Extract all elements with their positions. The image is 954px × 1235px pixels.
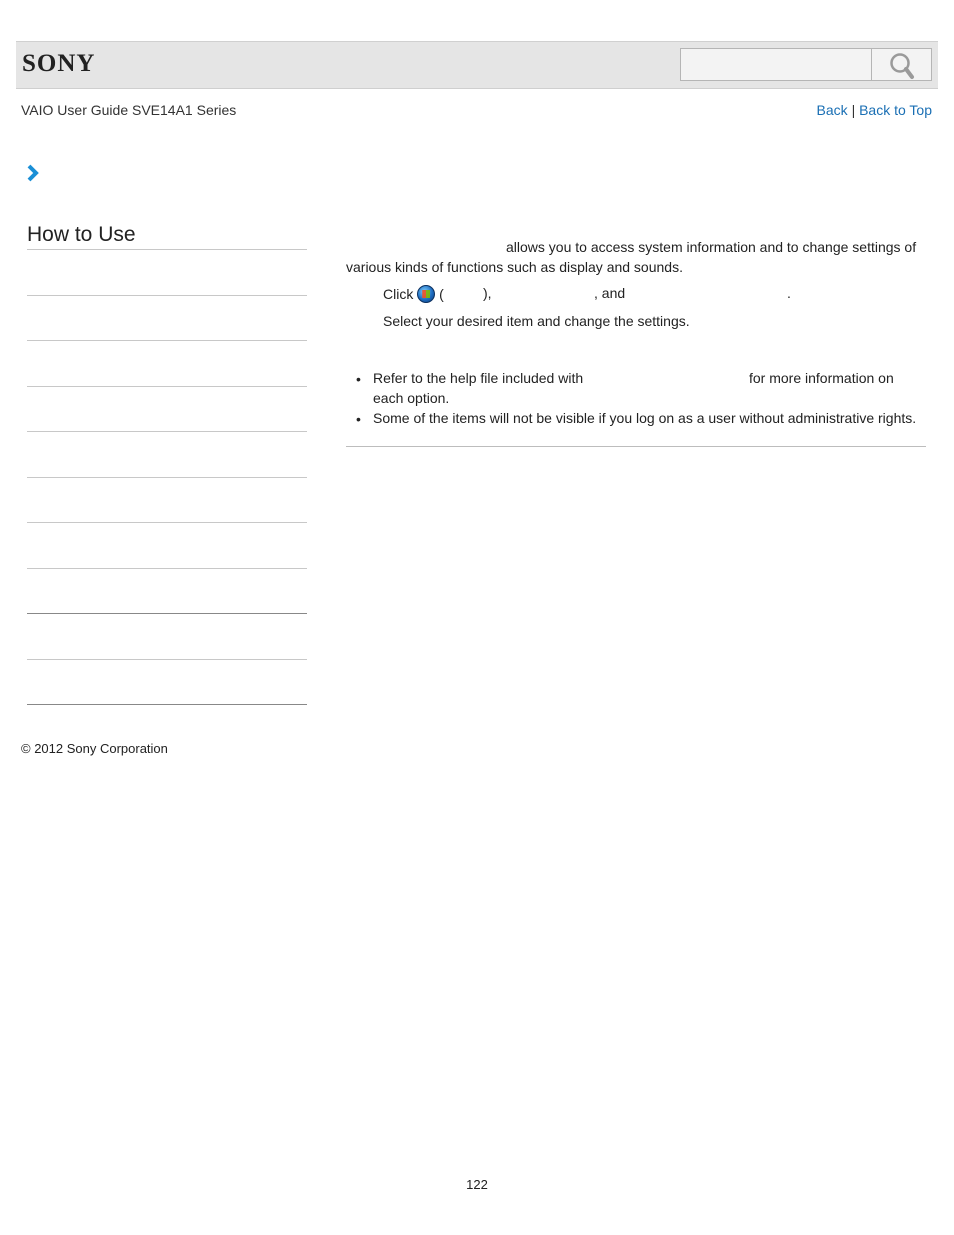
link-separator: | — [851, 102, 856, 118]
sidebar-divider — [27, 613, 307, 614]
search-icon — [889, 52, 915, 80]
sony-logo: SONY — [22, 50, 96, 77]
note-2-text: Some of the items will not be visible if you log on as a user without administrative rights. — [373, 410, 917, 426]
back-link[interactable]: Back — [816, 102, 848, 118]
page-number: 122 — [466, 1177, 488, 1192]
step-1 — [383, 285, 444, 303]
note-1-text-continued: for more information on — [749, 370, 894, 386]
step-1-period: . — [787, 285, 791, 301]
sidebar-divider — [27, 386, 307, 387]
guide-title: VAIO User Guide SVE14A1 Series — [21, 102, 237, 118]
search-button[interactable] — [871, 48, 932, 81]
intro-text: allows you to access system information and to change settings of — [506, 239, 917, 255]
content-divider — [346, 446, 926, 447]
sidebar-divider — [27, 249, 307, 250]
sidebar-divider — [27, 295, 307, 296]
windows-start-icon — [417, 285, 435, 303]
back-to-top-link[interactable]: Back to Top — [859, 102, 932, 118]
step-2: Select your desired item and change the settings. — [383, 313, 690, 329]
top-links — [817, 102, 932, 118]
bullet: • — [356, 371, 361, 387]
step-1-paren-open: ( — [439, 286, 444, 302]
sidebar-divider — [27, 340, 307, 341]
step-1-and: , and — [594, 285, 626, 301]
breadcrumb-chevron-icon[interactable] — [26, 164, 40, 182]
sidebar-divider — [27, 522, 307, 523]
sidebar-divider — [27, 659, 307, 660]
sidebar-divider — [27, 704, 307, 705]
note-1-text: Refer to the help file included with — [373, 370, 584, 386]
search-input[interactable] — [680, 48, 872, 81]
sidebar-divider — [27, 568, 307, 569]
copyright: © 2012 Sony Corporation — [21, 741, 168, 756]
step-1-click-text: Click — [383, 286, 414, 302]
sidebar-title: How to Use — [27, 223, 136, 246]
step-1-paren-close: ), — [483, 285, 492, 301]
intro-text-continued: various kinds of functions such as display and sounds. — [346, 259, 683, 275]
sidebar-divider — [27, 477, 307, 478]
sidebar-divider — [27, 431, 307, 432]
bullet: • — [356, 411, 361, 427]
note-1-text-end: each option. — [373, 390, 450, 406]
